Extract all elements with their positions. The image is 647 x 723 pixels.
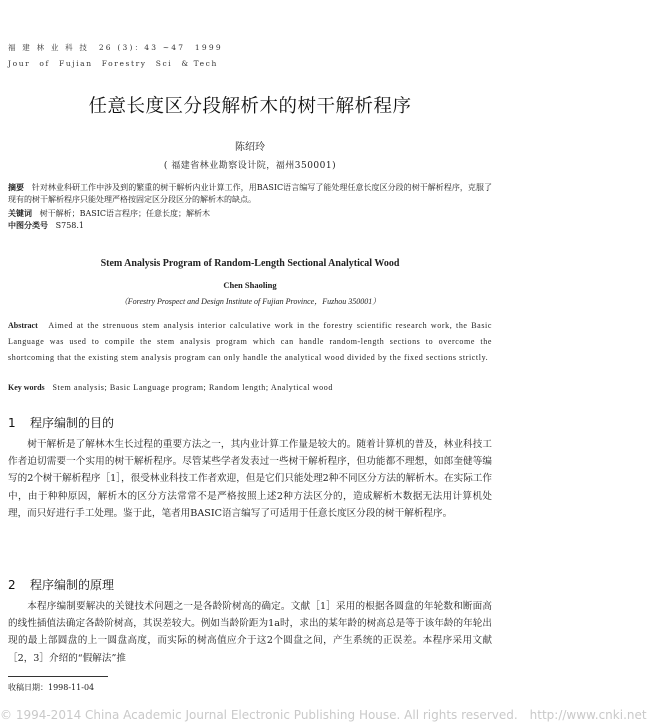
keywords-en — [8, 380, 492, 396]
keywords-en-text: Stem analysis; Basic Language program; Random length; Analytical wood — [52, 383, 333, 392]
clc-label: 中图分类号 — [8, 221, 48, 230]
abstract-en-label: Abstract — [8, 321, 38, 330]
abstract-cn — [8, 182, 492, 206]
english-affiliation: （Forestry Prospect and Design Institute of Fujian Province，Fuzhou 350001） — [119, 297, 381, 306]
paper-title: 任意长度区分段解析木的树干解析程序 — [88, 96, 412, 117]
author-affiliation: ( 福建省林业勘察设计院，福州350001) — [163, 161, 337, 171]
keywords-en-label: Key words — [8, 383, 45, 392]
section-2-number: 2 — [8, 578, 16, 592]
abstract-en-text: Aimed at the strenuous stem analysis interior calculative work in the forestry scientific research work, the Basic Language was used to compile the stem analysis program which can handle random-length sections to overcome the shortcoming that the existing stem analysis program can only handle the analytical wood divided by the fixed sections strictly. — [8, 321, 493, 362]
keywords-cn-label: 关键词 — [8, 209, 32, 218]
section-1-body: 树干解析是了解林木生长过程的重要方法之一，其内业计算工作量是较大的。随着计算机的普及，林业科技工作者迫切需要一个实用的树干解析程序。尽管某些学者发表过一些树干解析程序，但功能都不理想，如郎奎健等编写的2个树干解析程序［1］，很受林业科技工作者欢迎，但是它们只能处理2种不同区分方法的解析木。在实际工作中，由于种种原因，解析木的区分方法常常不是严格按照上述2种方法区分的，造成解析木数据无法用计算机处理，而只好进行手工处理。鉴于此，笔者用BASIC语言编写了可适用于任意长度区分段的树干解析程序。 — [8, 439, 492, 519]
journal-header-en: Jour of Fujian Forestry Sci & Tech — [8, 59, 218, 68]
english-title: Stem Analysis Program of Random-Length Sectional Analytical Wood — [100, 258, 400, 269]
english-author: Chen Shaoling — [223, 280, 277, 290]
section-1-heading — [8, 414, 114, 431]
section-2-body: 本程序编制要解决的关键技术问题之一是各龄阶树高的确定。文献［1］采用的根据各圆盘的年轮数和断面高的线性插值法确定各龄阶树高，其误差较大。例如当龄阶距为1a时，求出的某年龄的树高总是等于该年龄的年轮出现的最上部圆盘的上一圆盘高度，而实际的树高值应介于这2个圆盘之间，产生系统的正误差。本程序采用文献［2，3］介绍的“假解法”推 — [8, 601, 492, 664]
clc-number — [8, 220, 492, 232]
received-date-footnote: 收稿日期：1998-11-04 — [8, 683, 95, 692]
copyright-watermark: © 1994-2014 China Academic Journal Electronic Publishing House. All rights reserved. http://www.cnki.net — [0, 708, 647, 722]
section-1-title: 程序编制的目的 — [30, 416, 115, 430]
footnote-divider — [8, 676, 108, 677]
keywords-cn-text: 树干解析；BASIC语言程序；任意长度；解析木 — [39, 209, 211, 218]
journal-header-cn: 福 建 林 业 科 技 26 (3)：43 ~47 1999 — [8, 43, 223, 52]
section-2-heading — [8, 576, 114, 593]
abstract-en — [8, 318, 492, 366]
section-2-title: 程序编制的原理 — [30, 578, 115, 592]
keywords-cn — [8, 208, 492, 220]
section-1-number: 1 — [8, 416, 16, 430]
clc-text: S758.1 — [55, 221, 85, 230]
abstract-cn-text: 针对林业科研工作中涉及到的繁重的树干解析内业计算工作，用BASIC语言编写了能处理任意长度区分段的树干解析程序，克服了现有的树干解析程序只能处理严格按固定区分段区分的解析木的缺点。 — [8, 183, 492, 204]
abstract-cn-label: 摘要 — [8, 183, 25, 192]
author-name: 陈绍玲 — [235, 142, 265, 153]
